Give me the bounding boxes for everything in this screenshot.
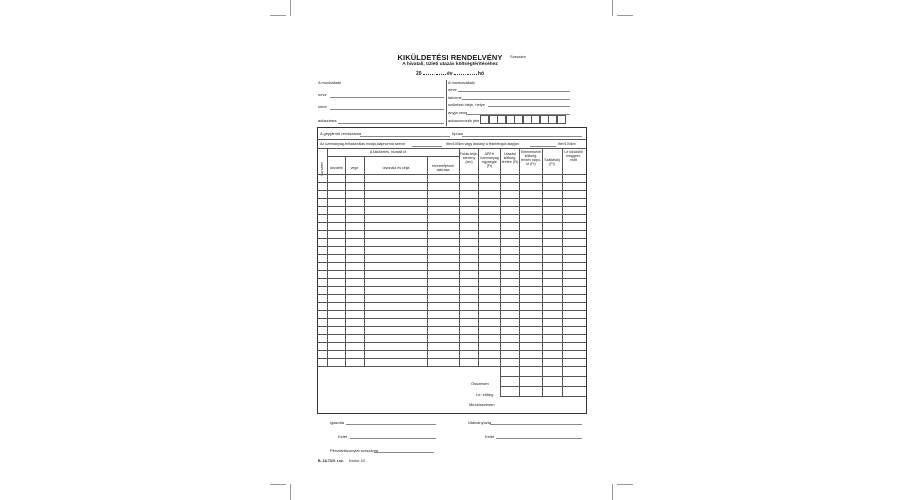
- table-row: [317, 358, 586, 359]
- header-divider: [446, 80, 447, 126]
- table-row: [317, 302, 586, 303]
- col-start-header: kezdete: [330, 166, 343, 170]
- table-row: [317, 270, 586, 271]
- taxid-digit-boxes[interactable]: [480, 115, 565, 124]
- totals-col-divider: [500, 366, 501, 396]
- employee-heading: A munkavállaló: [448, 80, 475, 85]
- table-row: [317, 350, 586, 351]
- norm-field[interactable]: [530, 146, 556, 147]
- totals-col-divider: [542, 366, 543, 396]
- col-sign-header: elvezetőjének aláírása: [432, 164, 454, 172]
- publisher-text: Kontor-XX: [348, 459, 366, 463]
- employee-name-label: neve: [448, 87, 457, 92]
- norm-unit: liter/100km: [558, 142, 576, 146]
- norm-label: liter/100km vagy átalány a fékeléfogót alapján: [446, 142, 519, 146]
- table-row: [317, 238, 586, 239]
- form-code-text: B. 18-73/V. r.sz.: [318, 459, 344, 463]
- table-top-line: [317, 148, 586, 149]
- col-lodging-header: Szállásdíj (Ft): [544, 158, 560, 166]
- table-row: [317, 262, 586, 263]
- employee-name-field[interactable]: [458, 91, 570, 92]
- serial-col-header: Sorszám: [320, 161, 324, 176]
- table-row: [317, 182, 586, 183]
- employee-taxid-label: adóazonosító jele: [448, 118, 480, 123]
- trip-group-header: A kiküldetés, hivatali út: [369, 150, 407, 154]
- date-line: 20 . év . hó: [415, 71, 484, 77]
- certify-label: Igazolta: [330, 420, 345, 425]
- crop-mark-bottom-left-h: [270, 484, 286, 485]
- table-row: [317, 286, 586, 287]
- employer-name-field[interactable]: [330, 97, 444, 98]
- employer-seat-field[interactable]: [330, 109, 444, 110]
- crop-mark-top-right-h: [617, 15, 633, 16]
- vehicle-type-label: típusa: [452, 131, 463, 136]
- employer-taxno-field[interactable]: [338, 123, 444, 124]
- date-prefix: 20: [415, 71, 422, 77]
- table-row: [317, 326, 586, 327]
- table-row: [317, 254, 586, 255]
- table-row: [317, 214, 586, 215]
- cash-voucher-field[interactable]: [374, 452, 434, 453]
- col-end-header: vége: [350, 166, 359, 170]
- totals-row: [500, 396, 586, 397]
- col-allowance-header: Elemenkénti költség-térítés napo-kt (Ft): [520, 150, 542, 166]
- table-row: [317, 334, 586, 335]
- table-row: [317, 246, 586, 247]
- crop-mark-bottom-left: [290, 484, 291, 500]
- table-row: [317, 294, 586, 295]
- date-right-label: Kelet: [485, 434, 495, 439]
- payable-label: Mindösszesen: [469, 402, 495, 407]
- table-row: [317, 342, 586, 343]
- employer-name-label: neve: [318, 92, 327, 97]
- instructed-field[interactable]: [490, 424, 582, 425]
- col-route-header: útvonala és célja: [382, 166, 410, 170]
- instructed-label: Utalványozta: [468, 420, 492, 425]
- fuel-field[interactable]: [412, 146, 442, 147]
- col-km-header: Futás-telje-sítmény (km): [460, 152, 478, 164]
- col-fuel-price-header: APEH üzemanyag egységár (Ft): [480, 152, 499, 168]
- employee-mother-label: anyja neve: [448, 110, 468, 115]
- vehicle-divider: [317, 139, 586, 140]
- form-title: KIKÜLDETÉSI RENDELVÉNY: [397, 53, 503, 62]
- form-subtitle: A hivatali, üzleti utazás költségtérítéséhez: [402, 62, 498, 67]
- totals-col-divider: [519, 366, 520, 396]
- trip-group-underline: [328, 156, 459, 157]
- employee-birth-field[interactable]: [488, 106, 570, 107]
- table-row: [317, 206, 586, 207]
- form-code: [318, 459, 365, 463]
- fuel-label: Az üzemanyag-felhasználás módja,alapnorma szerint: [320, 142, 406, 146]
- col-received-header: Le kiküldött meggeel-mált: [564, 150, 583, 162]
- date-right-field[interactable]: [496, 438, 582, 439]
- sum-label: Összesen: [471, 381, 489, 386]
- table-row: [317, 198, 586, 199]
- totals-row: [500, 386, 586, 387]
- crop-mark-bottom-right-h: [617, 484, 633, 485]
- employee-address-label: lakcíme: [448, 95, 462, 100]
- crop-mark-top-left-h: [270, 15, 286, 16]
- certify-field[interactable]: [346, 424, 436, 425]
- employer-heading: A munkáltató: [318, 80, 342, 85]
- totals-row: [500, 376, 586, 377]
- crop-mark-top-left: [290, 0, 291, 16]
- serial-label: Sorszám: [510, 54, 526, 59]
- date-month-label: hó: [477, 71, 484, 77]
- form-sheet: [290, 0, 613, 500]
- cash-voucher-label: Pénztárbizonylat sorszáma: [330, 448, 379, 453]
- date-left-field[interactable]: [350, 438, 436, 439]
- vehicle-plate-field[interactable]: [360, 136, 450, 137]
- table-row: [317, 190, 586, 191]
- date-left-label: Kelet: [338, 434, 348, 439]
- table-row: [317, 318, 586, 319]
- crop-mark-bottom-right: [612, 484, 613, 500]
- col-travel-cost-header: Utazási költség-térítés (Ft): [501, 152, 519, 164]
- table-header-bottom: [317, 174, 586, 175]
- table-row: [317, 222, 586, 223]
- employee-birth-label: születési ideje, helye: [448, 102, 485, 107]
- date-year-label: év: [446, 71, 453, 77]
- table-row: [317, 230, 586, 231]
- advance-label: Le: előleg: [476, 392, 494, 397]
- table-row: [317, 366, 586, 367]
- employee-address-field[interactable]: [462, 99, 570, 100]
- vehicle-plate-label: A gépjármű rendszáma: [320, 131, 362, 136]
- table-row: [317, 278, 586, 279]
- employer-seat-label: címe: [318, 104, 327, 109]
- table-row: [317, 310, 586, 311]
- vehicle-type-field[interactable]: [462, 136, 582, 137]
- employer-taxno-label: adószáma: [318, 118, 337, 123]
- crop-mark-top-right: [612, 0, 613, 16]
- totals-col-divider: [562, 366, 563, 396]
